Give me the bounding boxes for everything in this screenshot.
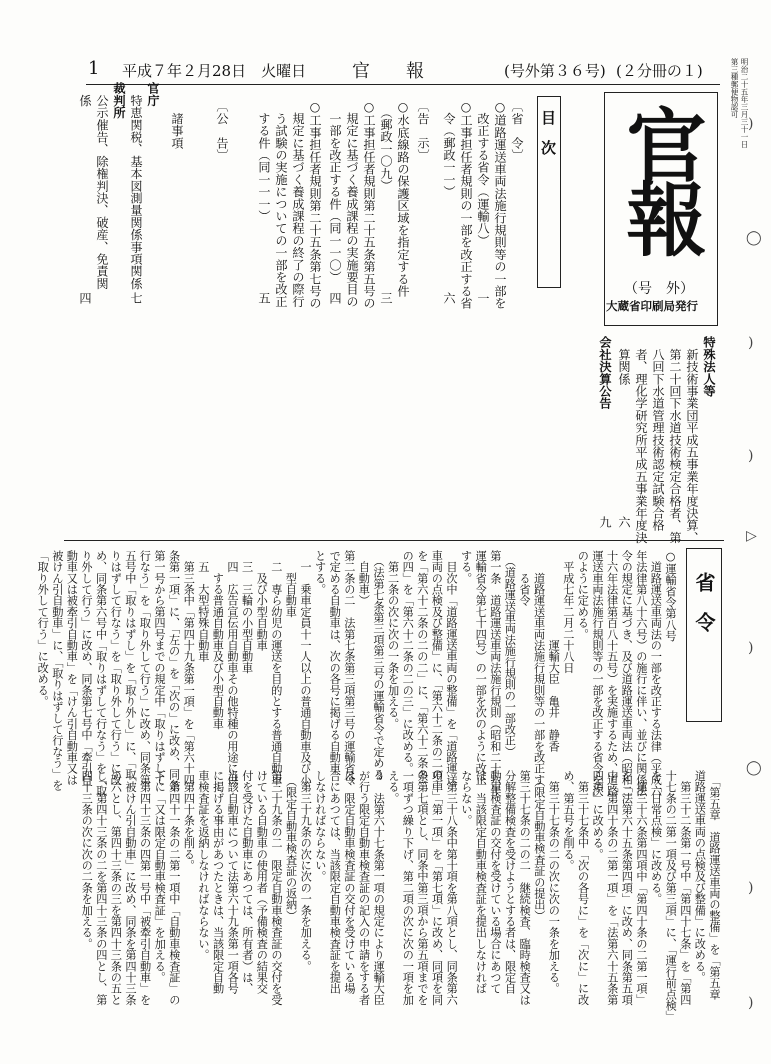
body-column: 運送車両法施行規則等の一部を改正する省令を次 [591,550,604,797]
toc-entry: 特殊法人等 [702,336,716,397]
body-column: 三 三輪の小型自動車 [240,550,254,674]
toc-entry: 者、理化学研究所平成五事業年度決 [634,336,648,544]
body-column: を「法第六十五条第四項」に改め、同条第五項 [620,770,634,1006]
body-column: の六とし、第四十三条の三を第四十三条の五と [109,770,123,1006]
body-column: （限定自動車検査証の提出） [532,770,546,922]
toc-entry: 公示催告、除権判決、破産、免責関 [95,82,109,290]
body-column: 第三十七条中「次の各号に」を「次に」に改 [576,770,590,1006]
body-column: 五 大型特殊自動車 [196,550,210,662]
body-column: ○運輸省令第八号 [664,550,677,642]
body-column: し、第四十三条の二を第四十三条の四とし、第 [94,770,108,1006]
toc-entry: 改正する省令（運輸八） [476,100,490,247]
toc-entry: 〔告 示〕 [416,100,430,161]
body-column: 第三十七条の二の次に次の一条を加える。 [547,770,561,994]
body-column: を「日常点検」に改める。 [649,770,663,905]
body-column: 車両の点検及び整備」に、「第六十二条の二の三」 [430,550,444,802]
toc-entry: 裁判所 [112,82,126,119]
body-column: 道路運送車両の点検及び整備」に改める。 [693,770,707,983]
body-column: （限定自動車検査証の返納） [284,770,298,922]
body-column: 条第七項とし、同条中第三項から第五項までを [416,770,429,1006]
body-column: 運輸省令第七十四号）の一部を次のように改正 [474,550,488,786]
toc-entry: （郵政一〇九） [379,100,393,192]
body-column: る省令 [518,550,531,606]
body-column: 「取り外して行う」に改める。 [36,550,50,707]
toc-entry: う試験の実施についての一部を改正 [274,100,288,308]
body-column: 第二条の次に次の一条を加える。 [386,550,400,730]
toc-entry: 諸事項 [170,100,184,149]
body-column: め、同条第六号中「取りはずして行なう」を「取 [94,550,108,797]
margin-mark: ) [748,640,754,656]
postal-note-1: 明治二十五年三月三十一日 [740,58,749,148]
body-column: 一 乗車定員十一人以上の普通自動車及び小 [299,550,312,786]
masthead-title: 官報 [613,104,707,252]
body-column: ならない。 [459,770,473,826]
body-column: 第三十八条中第十項を第八項とし、同条第六 [445,770,459,1006]
body-column: の四」を「第六十二条の二の三」に改める。 [401,550,415,774]
body-column: め、第五号を削る。 [562,770,575,871]
body-column: 「第五章 道路運送車両の整備」を「第五章 [708,770,721,1000]
body-column: 五号中「取りはずし」を「取り外し」に、「取 [123,550,137,780]
body-column: 自動車） [357,550,371,606]
body-column: 中「第四十条の二第一項」を「法第六十五条第 [605,770,619,1006]
body-column: 第三条中「第四十九条第一項」を「第六十四 [182,550,196,786]
body-column: する。 [459,550,473,584]
body-column: 二 専ら幼児の運送を目的とする普通自動車 [269,550,283,786]
body-column: 道路運送車両法施行規則等の一部を改正す [532,550,546,786]
toc-entry: 係 [78,82,92,107]
body-column: 項中「第一項」を「第七項」に改め、同項を同 [430,770,444,1006]
body-column: する普通自動車及び小型自動車 [211,550,225,730]
body-column: （法第七条第三項第三号の運輸省令で定める [372,550,385,780]
body-column: 第三十二条第一号中「第四十七条」を「第四 [678,770,692,1006]
body-column: 行なう」を「取り外して行う」に改め、同条第 [138,550,152,786]
body-column: 目次中「道路運送車両の整備」を「道路運送 [445,550,458,786]
volume-label: (２分冊の１) [616,62,703,80]
body-column: は、限定自動車検査証の交付を受けている場 [343,770,356,994]
body-column: り外して行う」に改め、同条第七号中「牽引自 [80,550,93,786]
toc-entry: 特恵関税、基本図測量関係事項関係 [129,82,143,290]
margin-mark: ) [748,116,754,132]
toc-entry: ○水底線路の保護区域を指定する件 [396,100,410,297]
toc-entry: ○工事担任者規則第二十五条第五号の [362,100,376,310]
body-column: 平成七年二月二十八日 [561,550,575,674]
body-column: 第四十条を削る。 [182,770,196,871]
body-column: 第三十七条の二の二 継続検査、臨時検査又は [518,770,532,1006]
margin-mark: ▷ [746,528,757,544]
body-column: 当該自動車について法第六十九条第一項各号 [226,770,240,994]
toc-entry: 〔省 令〕 [510,100,524,161]
body-column: 「被けん引自動車」に改め、同条を第四十三条 [124,770,137,1006]
toc-divider [64,540,724,541]
toc-page: 一 [476,292,490,305]
body-column: が行う限定自動車検査証の記入の申請をする者 [357,770,371,1006]
toc-entry: 令（郵政一一） [442,100,456,198]
body-column: りはずして行なう」を「取り外して行う」に改 [109,550,123,786]
margin-mark: ) [748,335,754,351]
toc-entry: 新技術事業団平成五事業年度決算、 [685,336,699,544]
margin-mark: ◯ [746,760,762,776]
issue-number: (号外第３６号) [504,62,606,80]
body-column: 第四十一条の二第一項中「自動車検査証」の [167,770,181,1006]
body-column: 下に「又は限定自動車検査証」を加える。 [153,770,167,983]
toc-page: 六 [617,516,631,529]
toc-entry: 会社決算公告 [598,336,612,410]
margin-mark: ◯ [746,230,762,246]
body-column: 第一号から第四号までの規定中「取りはずして [153,550,166,786]
body-column: ３ 法第六十七条第一項の規定により運輸大臣 [372,770,386,1006]
margin-mark: ) [748,880,754,896]
body-column: 車検査証を返納しなければならない。 [197,770,210,961]
toc-title: 目 次 [539,110,557,155]
body-column: 条第一項」に、「左の」を「次の」に改め、同条 [167,550,181,791]
toc-entry: 第二十回下水道技術検定合格者、第 [668,336,682,544]
body-column: 四項」に改める。 [591,770,605,860]
body-column: は、当該限定自動車検査証を提出しなければ [474,770,488,994]
body-column: 十七条の二第一項及び第三項」に、「運行前点検」 [664,770,678,1022]
body-column: 第三十九条の次に次の一条を加える。 [299,770,313,972]
toc-entry: する件（同一一一） [257,100,271,222]
toc-page: 三 [379,292,393,305]
toc-entry: ○工事担任者規則の一部を改正する省 [459,100,473,310]
header-rule [86,84,720,85]
body-column: 分解整備検査を受けようとする者は、限定自 [503,770,517,994]
toc-page: 七 [129,292,143,305]
section-title: 省 令 [692,572,716,632]
body-column: 合にあつては、当該限定自動車検査証を提出 [328,770,342,994]
margin-mark: ) [748,448,754,464]
body-column: 及び小型自動車 [255,550,269,651]
body-column: 動車検査証の交付を受けている場合にあつて [489,770,502,994]
toc-page: 六 [442,292,456,305]
body-column: 第三十九条の二 限定自動車検査証の交付を受 [270,770,283,1006]
body-column: 被けん引自動車」に、「取りはずして行なう」を [50,550,64,791]
body-column: 第三十六条第四項中「第四十条の二第一項」 [635,770,648,1006]
body-column: 令の規定に基づき、及び道路運送車両法（昭和二 [620,550,634,797]
toc-page: 五 [257,292,271,305]
page-number: 1 [88,58,100,79]
postal-note-2: 第三種郵便物認可 [730,58,739,118]
body-column: 一項ずつ繰り下げ、第二項の次に次の一項を加 [401,770,415,1006]
toc-entry: 一部を改正する件（同一一〇） [328,100,342,283]
toc-page: 九 [598,516,612,529]
body-column: 型自動車 [284,550,298,618]
toc-entry: 規定に基づく養成課程の実施要目の [345,100,359,308]
body-column: 十六年法律第百八十五号）を実施するため、道路 [605,550,619,797]
body-column: 第四十三条の四第一号中「被牽引自動車」を [138,770,152,1006]
body-column: しなければならない。 [313,770,327,882]
body-column: 第一条 道路運送車両法施行規則（昭和二十六年 [488,550,502,797]
toc-page: 四 [78,292,92,305]
toc-entry: 規定に基づく養成課程の終了の際行 [291,100,305,308]
body-column: （道路運送車両法施行規則の一部改正） [503,550,517,758]
masthead-subtitle: （号 外） [624,281,694,297]
body-column: に掲げる事由があつたときは、当該限定自動 [211,770,225,994]
toc-entry: ○工事担任者規則第二十五条第七号の [308,100,322,310]
toc-entry: 〔公 告〕 [215,100,229,161]
body-column: 四 広告宣伝用自動車その他特種の用途に供 [226,550,239,786]
body-column: 道路運送車両法の一部を改正する法律（平成六 [649,550,663,797]
body-column: 動車又は被牽引自動車」を「けん引自動車又は [65,550,79,786]
masthead-publisher: 大蔵省印刷局発行 [606,299,698,313]
publication-name: 官 報 [352,61,424,82]
body-column: 年法律第八十六号）の施行に伴い、並びに関係法 [634,550,648,797]
body-column: 運輸大臣 亀井 静香 [547,550,561,752]
toc-entry: ○道路運送車両法施行規則等の一部を [493,100,507,310]
toc-page: 四 [328,292,342,305]
body-column: える。 [386,770,400,804]
body-column: とする。 [313,550,327,595]
body-column: 第二条の二 法第七条第三項第三号の運輸省令 [342,550,356,786]
toc-entry: 八回下水道管理技術認定試験合格 [651,336,665,532]
body-column: のように定める。 [576,550,590,640]
body-column: で定める自動車は、次の各号に掲げる自動車 [328,550,342,774]
body-column: を「第六十二条の二の二」に、「第六十二条の二 [415,550,429,791]
toc-entry: 算関係 [617,336,631,385]
body-column: 付を受けた自動車にあつては、所有者）は、 [240,770,254,994]
margin-mark: ) [748,995,754,1011]
issue-date: 平成７年２月28日 火曜日 [122,62,307,80]
body-column: 四十三条の次に次の二条を加える。 [80,770,94,950]
toc-entry: 官庁 [146,82,160,107]
body-column: けている自動車の使用者（予備検査の結果交 [255,770,269,994]
